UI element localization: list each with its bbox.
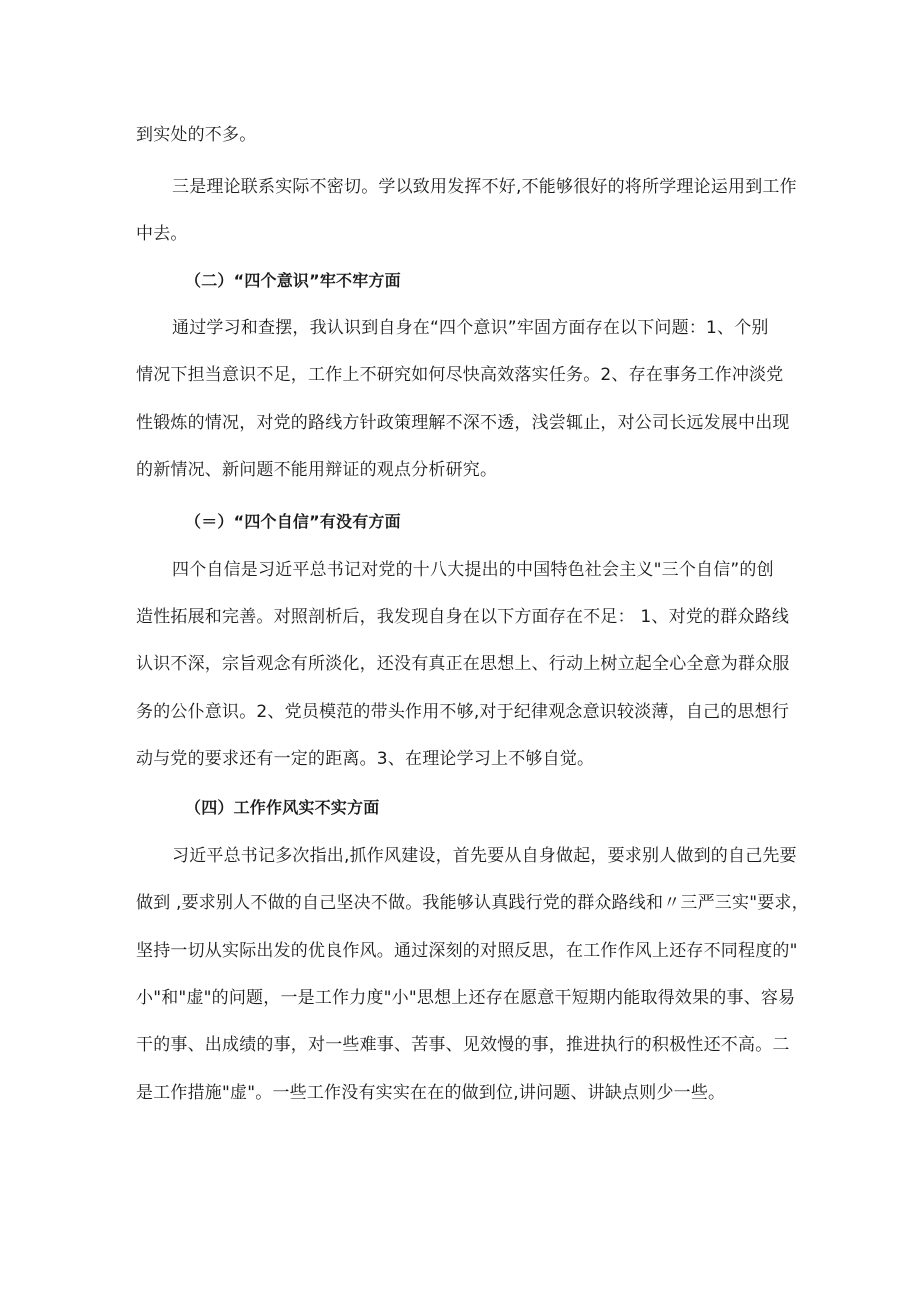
paragraph-line: 性锻炼的情况，对党的路线方针政策理解不深不透，浅尝辄止，对公司长远发展中出现 [136, 413, 790, 433]
paragraph-line: 习近平总书记多次指出,抓作风建设，首先要从自身做起，要求别人做到的自己先要 [172, 846, 797, 866]
paragraph-line: 到实处的不多。 [136, 125, 257, 145]
section-heading: （＝）“四个自信”有没有方面 [185, 512, 401, 531]
paragraph-line: 是工作措施"虚"。一些工作没有实实在在的做到位,讲问题、讲缺点则少一些。 [136, 1083, 726, 1103]
paragraph-line: 认识不深，宗旨观念有所淡化，还没有真正在思想上、行动上树立起全心全意为群众服 [136, 654, 790, 674]
paragraph-line: 干的事、出成绩的事，对一些难事、苦事、见效慢的事，推进执行的积极性还不高。二 [136, 1035, 790, 1055]
section-heading: （四）工作作风实不实方面 [185, 798, 380, 817]
paragraph-line: 务的公仆意识。2、党员模范的带头作用不够,对于纪律观念意识较淡薄，自己的思想行 [136, 702, 790, 722]
paragraph-line: 中去。 [136, 224, 188, 244]
paragraph-line: 动与党的要求还有一定的距离。3、在理论学习上不够自觉。 [136, 749, 595, 769]
paragraph-line: 小"和"虚"的问题，一是工作力度"小"思想上还存在愿意干短期内能取得效果的事、容易 [136, 988, 796, 1008]
paragraph-line: 的新情况、新问题不能用辩证的观点分析研究。 [136, 460, 498, 480]
paragraph-line: 造性拓展和完善。对照剖析后，我发现自身在以下方面存在不足： 1、对党的群众路线 [136, 607, 790, 627]
section-heading: （二）“四个意识”牢不牢方面 [185, 271, 401, 290]
paragraph-line: 情况下担当意识不足，工作上不研究如何尽快高效落实任务。2、存在事务工作冲淡党 [136, 365, 784, 385]
paragraph-line: 做到 ,要求别人不做的自己坚决不做。我能够认真践行党的群众路线和〃三严三实"要求， [136, 893, 809, 913]
paragraph-line: 四个自信是习近平总书记对党的十八大提出的中国特色社会主义"三个自信”的创 [172, 560, 774, 580]
paragraph-line: 坚持一切从实际出发的优良作风。通过深刻的对照反思，在工作作风上还存不同程度的" [136, 941, 798, 961]
paragraph-line: 三是理论联系实际不密切。学以致用发挥不好,不能够很好的将所学理论运用到工作 [172, 177, 797, 197]
paragraph-line: 通过学习和查摆，我认识到自身在“四个意识”牢固方面存在以下问题：1、个别 [172, 318, 769, 338]
